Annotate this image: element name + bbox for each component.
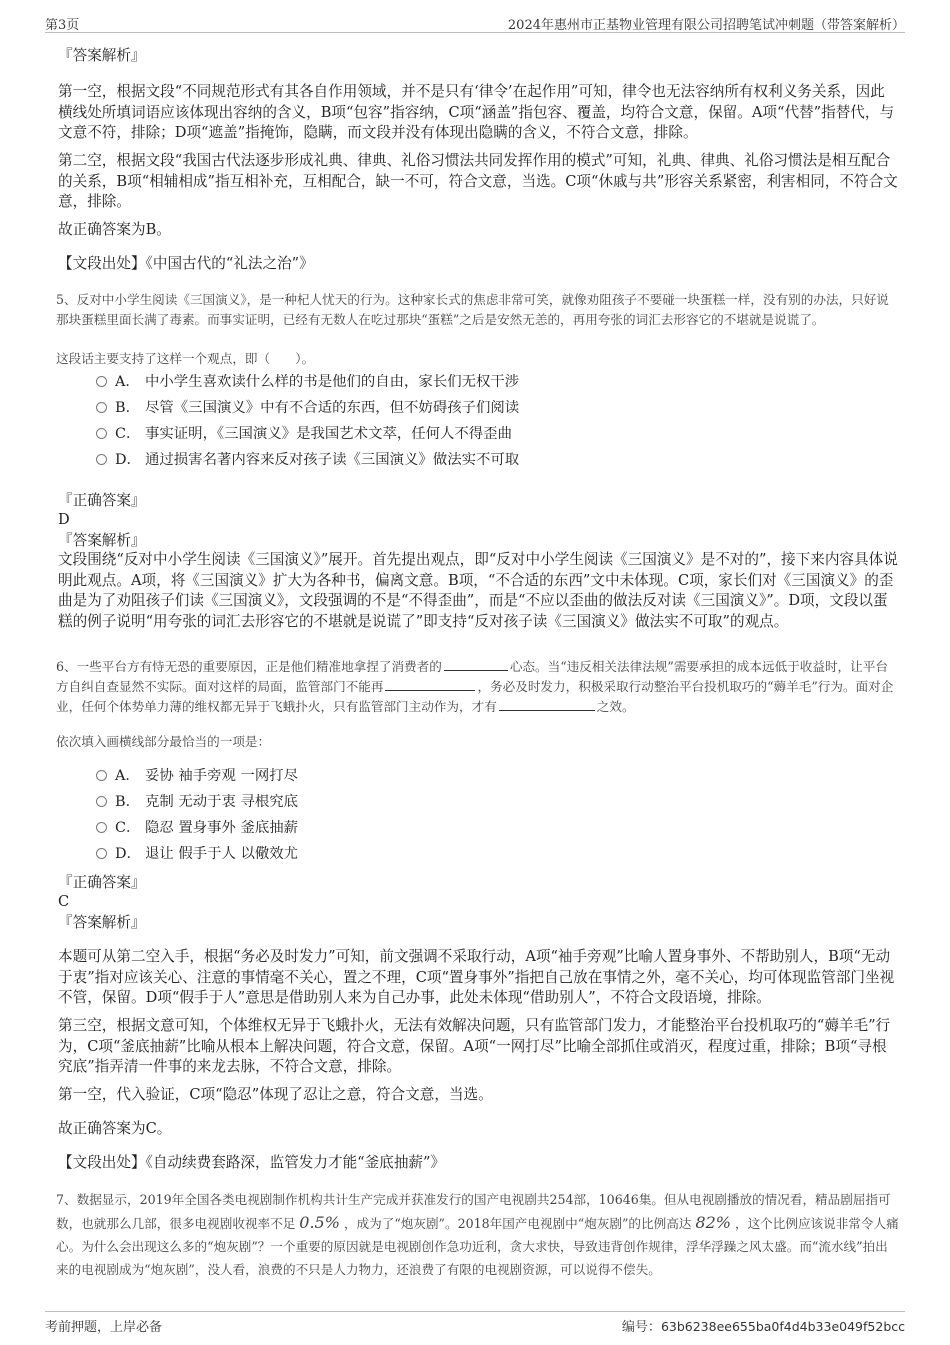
question-stem: 5、反对中小学生阅读《三国演义》，是一种杞人忧天的行为。这种家长式的焦虑非常可笑，就像劝阻孩子不要碰一块蛋糕一样，没有别的办法，只好说那块蛋糕里面长满了毒素。而事实证明，已经有无数人在吃过那块“蛋糕”之后是安然无恙的，再用夸张的词汇去形容它的不堪就是说谎了。 — [56, 292, 889, 327]
source-citation: 【文段出处】《中国古代的“礼法之治”》 — [58, 255, 314, 272]
source-citation: 【文段出处】《自动续费套路深，监管发力才能“釜底抽薪”》 — [58, 1154, 446, 1171]
radio-icon[interactable] — [96, 454, 107, 465]
option-d[interactable] — [96, 844, 298, 864]
page-header — [45, 12, 905, 33]
option-text: 克制 无动于衷 寻根究底 — [145, 794, 299, 810]
analysis-paragraph: 本题可从第二空入手，根据“务必及时发力”可知，前文强调不采取行动，A项“袖手旁观”比喻人置身事外、不帮助别人，B项“无动于衷”指对应该关心、注意的事情毫不关心，置之不理，C项“置身事外”指把自己放在事情之外，毫不关心，均可体现监管部门坐视不管，保留。D项“假手于人”意思是借助别人来为自己办事，此处未体现“借助别人”，不符合文段语境，排除。 — [58, 948, 895, 1006]
option-letter: C． — [115, 426, 141, 442]
question-prompt: 这段话主要支持了这样一个观点，即（ ）。 — [56, 351, 315, 366]
analysis-paragraph: 第三空，根据文意可知，个体维权无异于飞蛾扑火，无法有效解决问题，只有监管部门发力，才能整治平台投机取巧的“薅羊毛”行为，C项“釜底抽薪”比喻从根本上解决问题，符合文意，保留。A项“一网打尽”比喻全部抓住或消灭，程度过重，排除；B项“寻根究底”指弄清一件事的来龙去脉，不符合文意，排除。 — [58, 1017, 891, 1075]
analysis-label: 『答案解析』 — [58, 914, 146, 931]
question-prompt: 依次填入画横线部分最恰当的一项是： — [56, 734, 271, 749]
option-text: 妥协 袖手旁观 一网打尽 — [145, 768, 299, 784]
option-letter: C． — [115, 820, 141, 836]
document-title: 2024年惠州市正基物业管理有限公司招聘笔试冲刺题（带答案解析） — [507, 18, 905, 33]
question-stem: 6、一些平台方有恃无恐的重要原因，正是他们精准地拿捏了消费者的 心态。当“违反相关法律法规”需要承担的成本远低于收益时，让平台方自纠自查显然不实际。面对这样的局面，监管部门不能再 ，务必及时发力，积极采取行动整治平台投机取巧的“薅羊毛”行为。面对企业，任何个体势单力薄的维权都无异于飞蛾扑火，只有监管部门主动作为，才有 之效。 — [56, 659, 894, 714]
answer-label: 『正确答案』 — [58, 874, 146, 891]
option-text: 退让 假手于人 以儆效尤 — [145, 846, 299, 862]
page-footer — [45, 1311, 905, 1334]
option-letter: A． — [115, 768, 140, 784]
footer-slogan: 考前押题，上岸必备 — [45, 1320, 163, 1335]
option-a[interactable] — [96, 372, 519, 392]
option-text: 隐忍 置身事外 釜底抽薪 — [145, 820, 299, 836]
option-letter: D． — [115, 846, 141, 862]
correct-answer: D — [58, 511, 70, 528]
analysis-paragraph: 第二空，根据文段“我国古代法逐步形成礼典、律典、礼俗习惯法共同发挥作用的模式”可知，礼典、律典、礼俗习惯法是相互配合的关系，B项“相辅相成”指互相补充，互相配合，缺一不可，符合文意，当选。C项“休戚与共”形容关系紧密，利害相同，不符合文意，排除。 — [58, 152, 898, 210]
option-text: 中小学生喜欢读什么样的书是他们的自由，家长们无权干涉 — [145, 374, 520, 390]
fill-blank — [385, 677, 475, 691]
fill-blank — [499, 697, 595, 711]
fill-blank — [444, 657, 508, 671]
analysis-label: 『答案解析』 — [58, 532, 146, 549]
option-b[interactable] — [96, 792, 298, 812]
option-d[interactable] — [96, 450, 519, 470]
radio-icon[interactable] — [96, 428, 107, 439]
analysis-label: 『答案解析』 — [58, 47, 146, 64]
option-c[interactable] — [96, 818, 298, 838]
radio-icon[interactable] — [96, 376, 107, 387]
analysis-paragraph: 第一空，根据文段“不同规范形式有其各自作用领域，并不是只有‘律令’在起作用”可知，律令也无法容纳所有权利义务关系，因此横线处所填词语应该体现出容纳的含义，B项“包容”指容纳，C项“涵盖”指包容、覆盖，均符合文意，保留。A项“代替”指替代，与文意不符，排除；D项“遮盖”指掩饰，隐瞒，而文段并没有体现出隐瞒的含义，不符合文意，排除。 — [58, 83, 895, 141]
option-letter: B． — [115, 400, 140, 416]
analysis-paragraph: 文段围绕“反对中小学生阅读《三国演义》”展开。首先提出观点，即“反对中小学生阅读《三国演义》是不对的”，接下来内容具体说明此观点。A项，将《三国演义》扩大为各种书，偏离文意。B项，“不合适的东西”文中未体现。C项，家长们对《三国演义》的歪曲是为了劝阻孩子们读《三国演义》，文段强调的不是“不得歪曲”，而是“不应以歪曲的做法反对读《三国演义》”。D项，文段以蛋糕的例子说明“用夸张的词汇去形容它的不堪就是说谎了”即支持“反对孩子读《三国演义》做法实不可取”的观点。 — [58, 551, 898, 630]
radio-icon[interactable] — [96, 822, 107, 833]
radio-icon[interactable] — [96, 770, 107, 781]
option-c[interactable] — [96, 424, 512, 444]
radio-icon[interactable] — [96, 402, 107, 413]
math-value: 82% — [695, 1213, 731, 1232]
option-b[interactable] — [96, 398, 519, 418]
option-text: 通过损害名著内容来反对孩子读《三国演义》做法实不可取 — [145, 452, 520, 468]
conclusion: 故正确答案为B。 — [58, 221, 171, 238]
analysis-paragraph: 第一空，代入验证，C项“隐忍”体现了忍让之意，符合文意，当选。 — [58, 1086, 493, 1103]
option-letter: A． — [115, 374, 140, 390]
page-number: 第3页 — [45, 18, 80, 33]
option-text: 尽管《三国演义》中有不合适的东西，但不妨碍孩子们阅读 — [145, 400, 520, 416]
question-stem: 7、数据显示，2019年全国各类电视剧制作机构共计生产完成并获准发行的国产电视剧共254部，10646集。但从电视剧播放的情况看，精品剧屈指可数，也就那么几部，很多电视剧收视率不足 0.5% ，成为了“炮灰剧”。2018年国产电视剧中“炮灰剧”的比例高达 82% ，这个比例应该说非常令人痛心。为什么会出现这么多的“炮灰剧”？一个重要的原因就是电视剧创作急功近利，贪大求快，导致违背创作规律，浮华浮躁之风太盛。而“流水线”拍出来的电视剧成为“炮灰剧”，没人看，浪费的不只是人力物力，还浪费了有限的电视剧资源，可以说得不偿失。 — [56, 1192, 899, 1277]
radio-icon[interactable] — [96, 848, 107, 859]
option-letter: B． — [115, 794, 140, 810]
document-code: 编号：63b6238ee655ba0f4d4b33e049f52bcc — [621, 1319, 905, 1335]
correct-answer: C — [58, 893, 70, 910]
option-text: 事实证明，《三国演义》是我国艺术文萃，任何人不得歪曲 — [145, 426, 512, 442]
option-a[interactable] — [96, 766, 298, 786]
answer-label: 『正确答案』 — [58, 492, 146, 509]
radio-icon[interactable] — [96, 796, 107, 807]
option-letter: D． — [115, 452, 141, 468]
math-value: 0.5% — [299, 1213, 340, 1232]
conclusion: 故正确答案为C。 — [58, 1120, 172, 1137]
